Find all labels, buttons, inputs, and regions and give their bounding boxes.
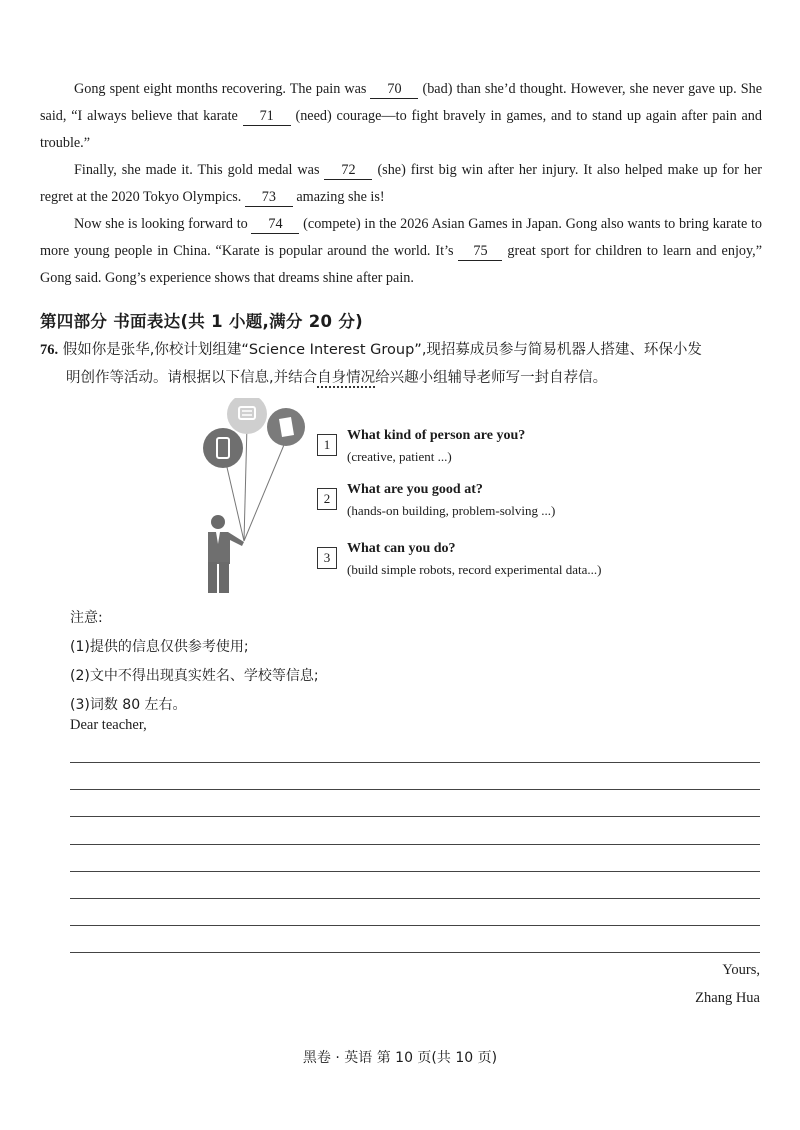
- prompt-hint: (creative, patient ...): [347, 449, 452, 464]
- writing-line[interactable]: [70, 952, 760, 953]
- blank-75: 75: [458, 242, 502, 261]
- text: (she) first big win after her injury. It also helped make up for her regret at the 2020 Tokyo Olympics.: [40, 162, 763, 205]
- prompt-hint: (build simple robots, record experimental data...): [347, 562, 602, 577]
- prompt-question: What kind of person are you?: [347, 428, 526, 443]
- blank-72: 72: [324, 161, 372, 180]
- passage-paragraph-2: [40, 157, 762, 211]
- question-line-1: [40, 336, 762, 364]
- blank-74: 74: [251, 215, 299, 234]
- prompt-number-box: 1: [317, 434, 337, 456]
- writing-line[interactable]: [70, 816, 760, 817]
- prompt-number-box: 3: [317, 547, 337, 569]
- text: Gong spent eight months recovering. The pain was: [74, 81, 367, 97]
- text: Finally, she made it. This gold medal was: [74, 162, 320, 178]
- text: Now she is looking forward to: [74, 216, 248, 232]
- letter-signature: Zhang Hua: [695, 990, 760, 1006]
- writing-line[interactable]: [70, 762, 760, 763]
- note-item: (2)文中不得出现真实姓名、学校等信息;: [70, 668, 319, 684]
- passage-paragraph-3: [40, 211, 762, 292]
- question-text: 假如你是张华,你校计划组建“Science Interest Group”,现招募成员参与简易机器人搭建、环保小发: [62, 342, 702, 358]
- writing-line[interactable]: [70, 925, 760, 926]
- prompt-question: What are you good at?: [347, 482, 483, 497]
- writing-line[interactable]: [70, 789, 760, 790]
- blank-71: 71: [243, 107, 291, 126]
- note-item: (3)词数 80 左右。: [70, 697, 187, 713]
- notes-heading: 注意:: [70, 610, 103, 626]
- writing-line[interactable]: [70, 871, 760, 872]
- writing-line[interactable]: [70, 844, 760, 845]
- balloon-light: [227, 398, 267, 434]
- question-line-2: [40, 364, 762, 392]
- prompt-question: What can you do?: [347, 541, 456, 556]
- text: (need) courage—to fight bravely in games, and to stand up again after pain and trouble.”: [40, 108, 762, 151]
- blank-73: 73: [245, 188, 293, 207]
- page-footer: 黑卷 · 英语 第 10 页(共 10 页): [302, 1050, 498, 1066]
- question-76: [40, 336, 762, 392]
- balloon-figure-icon: [196, 398, 316, 603]
- section-title: 第四部分 书面表达(共 1 小题,满分 20 分): [40, 312, 364, 331]
- prompt-number-box: 2: [317, 488, 337, 510]
- letter-closing: Yours,: [722, 962, 760, 978]
- text: amazing she is!: [296, 189, 385, 205]
- question-text: 给兴趣小组辅导老师写一封自荐信。: [375, 370, 608, 386]
- question-number: 76.: [40, 342, 59, 358]
- emphasis-text: 自身情况: [317, 370, 376, 386]
- question-text: 明创作等活动。请根据以下信息,并结合: [66, 370, 318, 386]
- prompt-hint: (hands-on building, problem-solving ...): [347, 503, 556, 518]
- text: (bad) than she’d thought. However, she never gave up. She said, “I always believe that karate: [40, 81, 763, 124]
- letter-salutation: Dear teacher,: [70, 717, 147, 733]
- text: (compete) in the 2026 Asian Games in Japan. Gong also wants to bring karate to more young people in China. “Karate is popular around the world. It’s: [40, 216, 762, 259]
- balloon-phone: [203, 428, 243, 468]
- notes: [70, 604, 319, 720]
- note-item: (1)提供的信息仅供参考使用;: [70, 639, 249, 655]
- passage-paragraph-1: [40, 76, 762, 157]
- text: great sport for children to learn and enjoy,” Gong said. Gong’s experience shows that dreams shine after pain.: [40, 243, 763, 286]
- blank-70: 70: [370, 80, 418, 99]
- writing-line[interactable]: [70, 898, 760, 899]
